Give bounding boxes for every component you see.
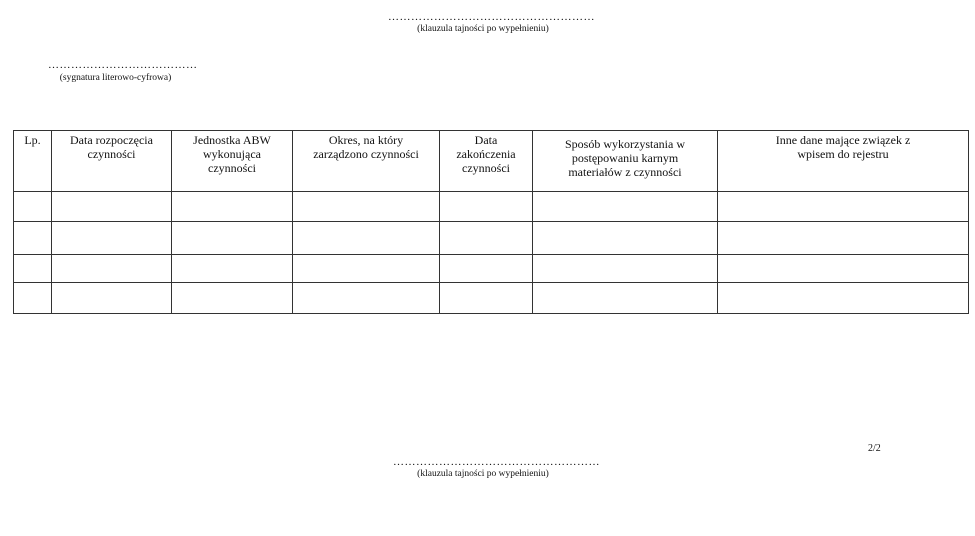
register-table bbox=[13, 130, 969, 314]
table-header-row bbox=[14, 131, 969, 192]
table-cell bbox=[172, 192, 293, 222]
table-cell bbox=[293, 192, 440, 222]
table-cell bbox=[440, 283, 533, 314]
table-cell bbox=[533, 222, 718, 255]
table-cell bbox=[14, 283, 52, 314]
table-cell bbox=[718, 255, 969, 283]
table-cell bbox=[440, 222, 533, 255]
table-cell bbox=[440, 192, 533, 222]
table-cell bbox=[533, 255, 718, 283]
table-row bbox=[14, 222, 969, 255]
table-cell bbox=[14, 255, 52, 283]
table-row bbox=[14, 283, 969, 314]
column-header-period: Okres, na który zarządzono czynności bbox=[293, 131, 440, 192]
clause-label: (klauzula tajności po wypełnieniu) bbox=[417, 24, 549, 34]
table-cell bbox=[718, 192, 969, 222]
table-cell bbox=[52, 192, 172, 222]
table-cell bbox=[172, 255, 293, 283]
table-row bbox=[14, 192, 969, 222]
clause-dotted-line: ……………………………………………… bbox=[393, 456, 600, 468]
column-header-other-data: Inne dane mające związek z wpisem do rejestru bbox=[718, 131, 969, 192]
table-cell bbox=[293, 255, 440, 283]
table-cell bbox=[718, 222, 969, 255]
signature-label: (sygnatura literowo-cyfrowa) bbox=[59, 73, 172, 83]
table-cell bbox=[14, 222, 52, 255]
signature-dotted-line: ………………………………… bbox=[48, 59, 198, 71]
table-cell bbox=[293, 222, 440, 255]
table-cell bbox=[718, 283, 969, 314]
bottom-classification-clause bbox=[393, 456, 600, 480]
table-cell bbox=[52, 255, 172, 283]
table-row bbox=[14, 255, 969, 283]
table-cell bbox=[172, 283, 293, 314]
clause-dotted-line: ……………………………………………… bbox=[388, 11, 595, 23]
table-cell bbox=[14, 192, 52, 222]
column-header-abw-unit: Jednostka ABW wykonująca czynności bbox=[172, 131, 293, 192]
column-header-start-date: Data rozpoczęcia czynności bbox=[52, 131, 172, 192]
table-cell bbox=[533, 283, 718, 314]
top-classification-clause bbox=[388, 11, 595, 35]
signature-block bbox=[48, 59, 198, 84]
column-header-lp: Lp. bbox=[14, 131, 52, 192]
column-header-end-date: Data zakończenia czynności bbox=[440, 131, 533, 192]
clause-label: (klauzula tajności po wypełnieniu) bbox=[417, 469, 549, 479]
table-cell bbox=[440, 255, 533, 283]
table-cell bbox=[172, 222, 293, 255]
column-header-usage: Sposób wykorzystania w postępowaniu karnym materiałów z czynności bbox=[533, 131, 718, 192]
table-cell bbox=[52, 283, 172, 314]
table-cell bbox=[533, 192, 718, 222]
table-cell bbox=[293, 283, 440, 314]
page-number: 2/2 bbox=[868, 443, 881, 454]
table-cell bbox=[52, 222, 172, 255]
